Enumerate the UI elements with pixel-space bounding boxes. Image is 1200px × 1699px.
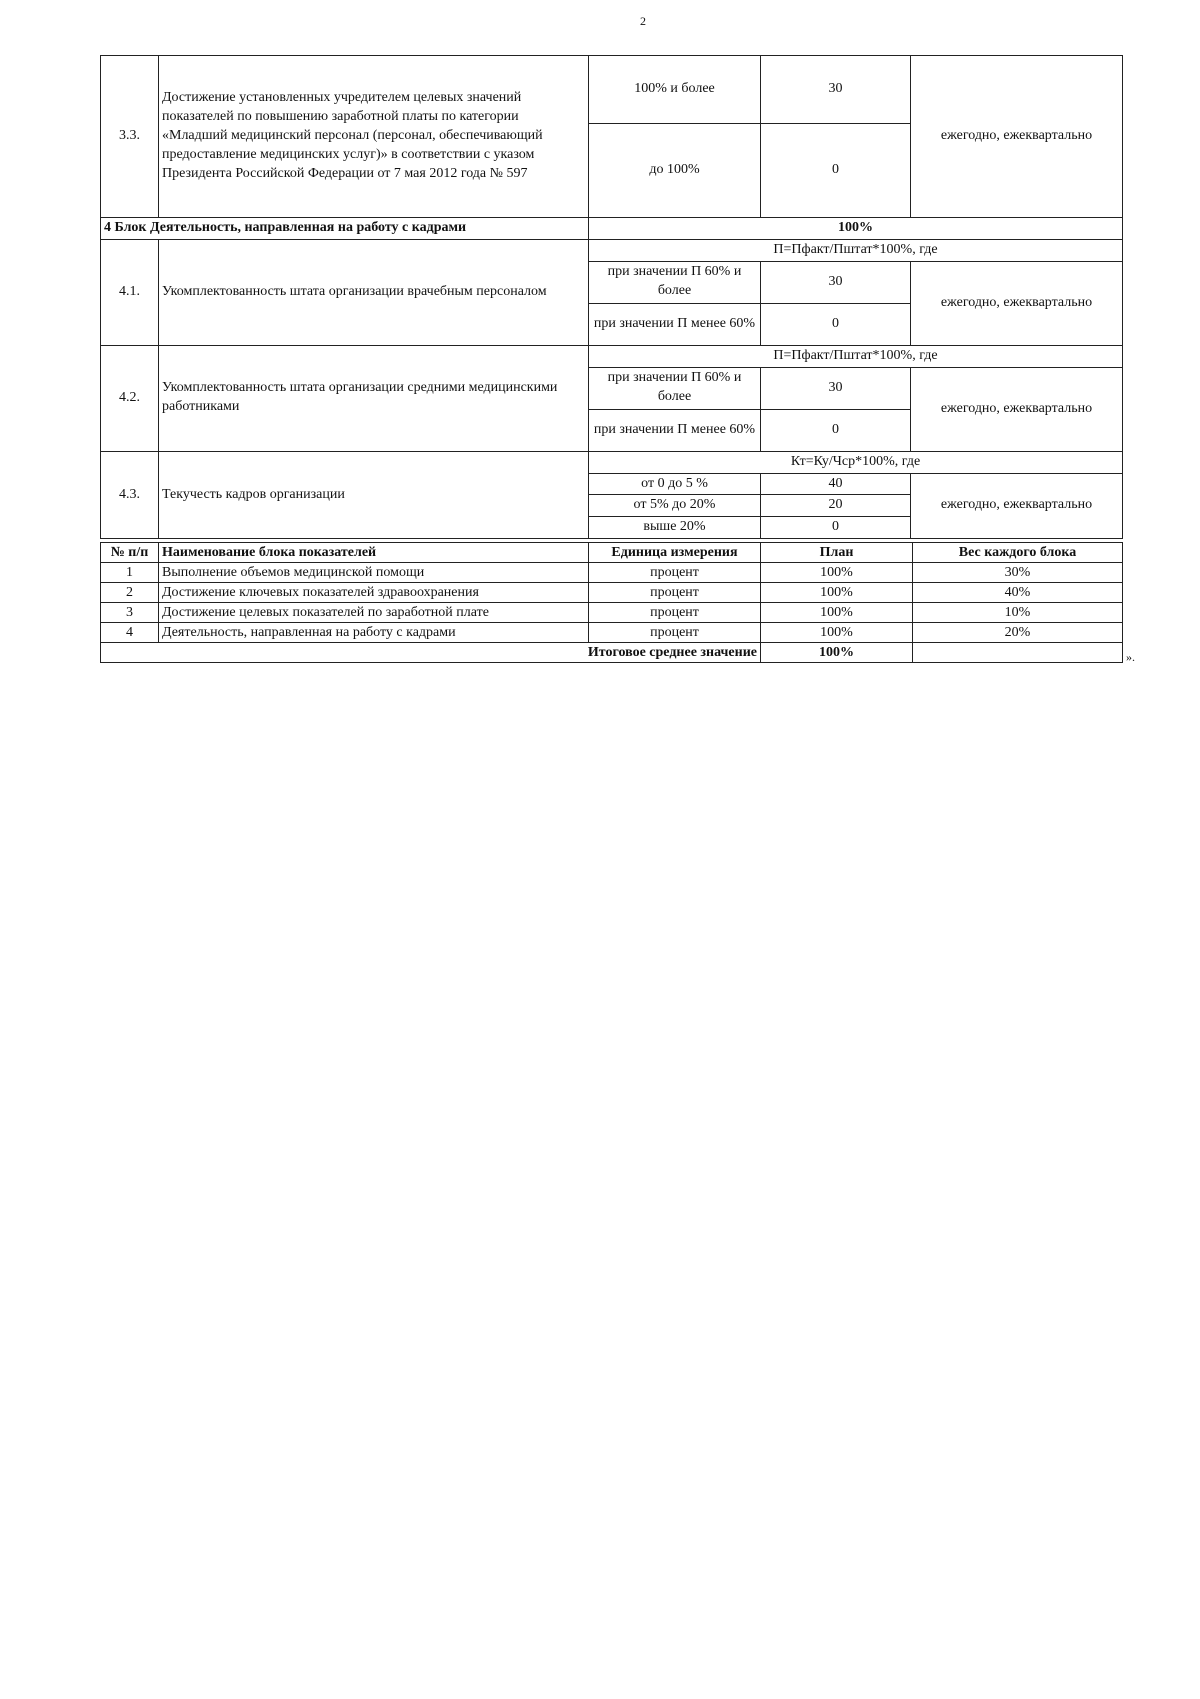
formula-cell: П=Пфакт/Пштат*100%, где — [589, 239, 1123, 261]
cell: процент — [589, 603, 761, 623]
table-row — [101, 563, 1123, 583]
cell: 4 — [101, 623, 159, 643]
block-total: 100% — [589, 218, 1123, 240]
score-cell: 0 — [761, 517, 911, 539]
cell: процент — [589, 583, 761, 603]
score-cell: 20 — [761, 495, 911, 517]
score-cell: 30 — [761, 367, 911, 409]
indicator-name: Укомплектованность штата организации врачебным персоналом — [159, 239, 589, 345]
condition-cell: от 0 до 5 % — [589, 473, 761, 495]
score-cell: 30 — [761, 261, 911, 303]
total-row — [101, 643, 1123, 663]
period-cell: ежегодно, ежеквартально — [911, 367, 1123, 451]
formula-cell: П=Пфакт/Пштат*100%, где — [589, 345, 1123, 367]
cell: 20% — [913, 623, 1123, 643]
cell: 30% — [913, 563, 1123, 583]
period-cell: ежегодно, ежеквартально — [911, 261, 1123, 345]
header-cell: Вес каждого блока — [913, 543, 1123, 563]
score-cell: 0 — [761, 124, 911, 218]
cell: процент — [589, 563, 761, 583]
cell: Достижение ключевых показателей здравоохранения — [159, 583, 589, 603]
table-row — [101, 623, 1123, 643]
indicators-table — [100, 55, 1123, 539]
condition-cell: при значении П 60% и более — [589, 367, 761, 409]
total-label: Итоговое среднее значение — [101, 643, 761, 663]
indicator-name: Укомплектованность штата организации средними медицинскими работниками — [159, 345, 589, 451]
summary-table — [100, 542, 1123, 663]
cell: 10% — [913, 603, 1123, 623]
cell: Деятельность, направленная на работу с кадрами — [159, 623, 589, 643]
cell: процент — [589, 623, 761, 643]
row-number: 4.2. — [101, 345, 159, 451]
cell: 1 — [101, 563, 159, 583]
period-cell: ежегодно, ежеквартально — [911, 473, 1123, 539]
row-number: 4.1. — [101, 239, 159, 345]
cell: 100% — [761, 583, 913, 603]
total-plan: 100% — [761, 643, 913, 663]
table-row — [101, 603, 1123, 623]
cell: 2 — [101, 583, 159, 603]
score-cell: 30 — [761, 56, 911, 124]
empty-cell — [913, 643, 1123, 663]
cell: 40% — [913, 583, 1123, 603]
header-cell: Единица измерения — [589, 543, 761, 563]
condition-cell: при значении П менее 60% — [589, 303, 761, 345]
condition-cell: от 5% до 20% — [589, 495, 761, 517]
cell: 100% — [761, 603, 913, 623]
score-cell: 40 — [761, 473, 911, 495]
row-number: 3.3. — [101, 56, 159, 218]
page-number-mark: 2 — [640, 14, 646, 28]
formula-cell: Кт=Ку/Чср*100%, где — [589, 451, 1123, 473]
condition-cell: до 100% — [589, 124, 761, 218]
block-title: 4 Блок Деятельность, направленная на работу с кадрами — [101, 218, 589, 240]
indicator-name: Текучесть кадров организации — [159, 451, 589, 539]
condition-cell: 100% и более — [589, 56, 761, 124]
row-number: 4.3. — [101, 451, 159, 539]
header-cell: План — [761, 543, 913, 563]
condition-cell: выше 20% — [589, 517, 761, 539]
cell: Достижение целевых показателей по заработной плате — [159, 603, 589, 623]
indicator-name: Достижение установленных учредителем целевых значений показателей по повышению заработной платы по категории «Младший медицинский персонал (персонал, обеспечивающий предоставление медицинских услуг)» в соответствии с указом Президента Российской Федерации от 7 мая 2012 года № 597 — [159, 56, 589, 218]
cell: Выполнение объемов медицинской помощи — [159, 563, 589, 583]
table-row — [101, 583, 1123, 603]
cell: 3 — [101, 603, 159, 623]
header-cell: № п/п — [101, 543, 159, 563]
header-cell: Наименование блока показателей — [159, 543, 589, 563]
cell: 100% — [761, 623, 913, 643]
cell: 100% — [761, 563, 913, 583]
condition-cell: при значении П 60% и более — [589, 261, 761, 303]
closing-quote: ». — [1126, 650, 1135, 664]
score-cell: 0 — [761, 303, 911, 345]
period-cell: ежегодно, ежеквартально — [911, 56, 1123, 218]
condition-cell: при значении П менее 60% — [589, 409, 761, 451]
score-cell: 0 — [761, 409, 911, 451]
